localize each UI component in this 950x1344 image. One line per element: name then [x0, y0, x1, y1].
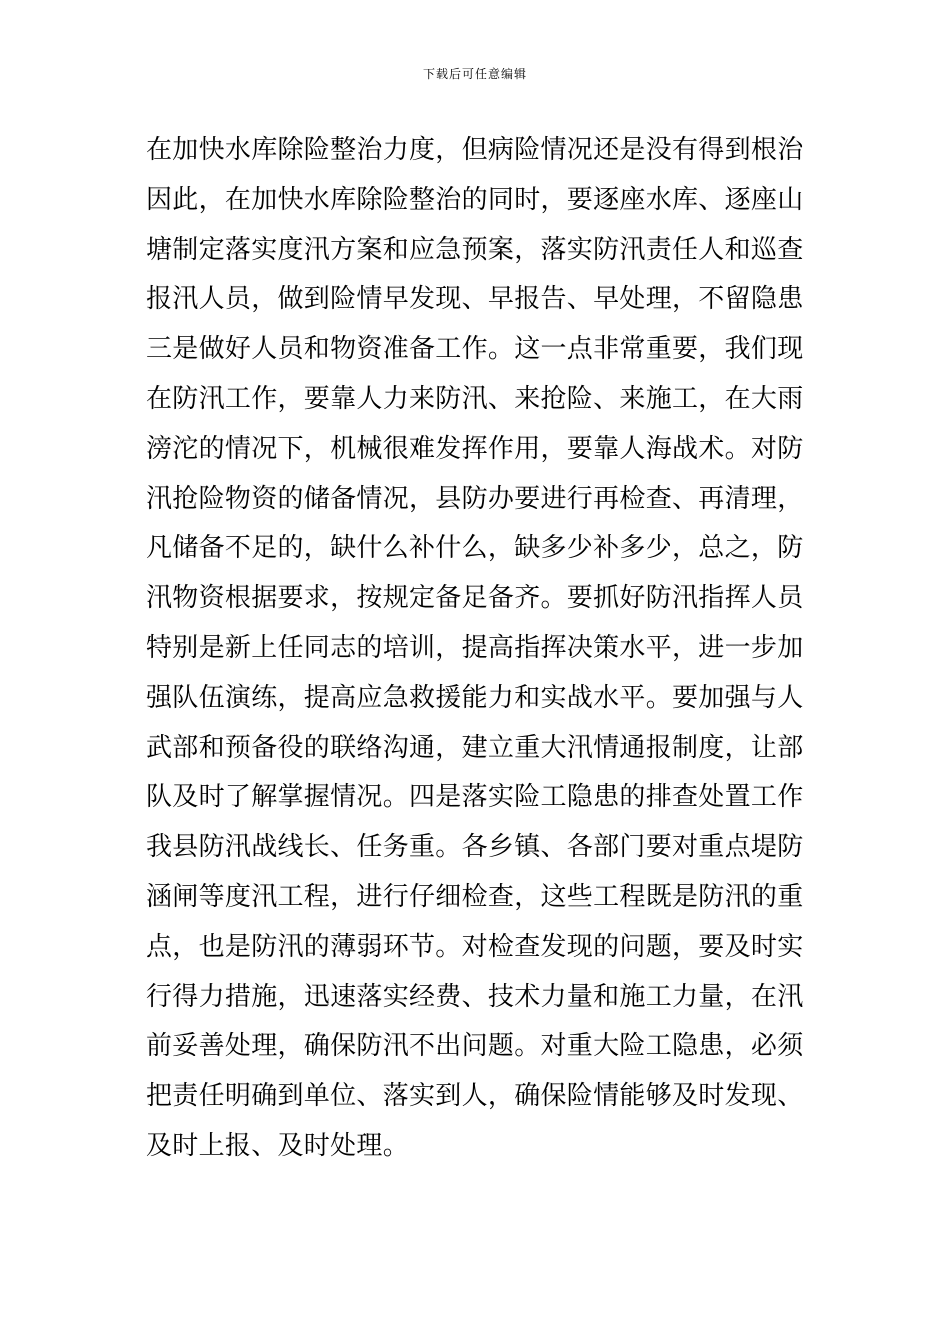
text-line: 在防汛工作，要靠人力来防汛、来抢险、来施工，在大雨	[146, 383, 804, 414]
text-line: 报汛人员，做到险情早发现、早报告、早处理，不留隐患	[146, 284, 804, 315]
text-line: 汛物资根据要求，按规定备足备齐。要抓好防汛指挥人员	[146, 583, 804, 614]
text-line: 塘制定落实度汛方案和应急预案，落实防汛责任人和巡查	[146, 234, 804, 265]
text-line: 凡储备不足的，缺什么补什么，缺多少补多少，总之，防	[146, 533, 804, 564]
text-line: 汛抢险物资的储备情况，县防办要进行再检查、再清理，	[146, 483, 804, 514]
text-line: 队及时了解掌握情况。四是落实险工隐患的排查处置工作	[146, 782, 804, 813]
text-line: 我县防汛战线长、任务重。各乡镇、各部门要对重点堤防	[146, 832, 804, 863]
page-header-note: 下载后可任意编辑	[422, 67, 527, 81]
document-body	[146, 126, 816, 1172]
text-line: 武部和预备役的联络沟通，建立重大汛情通报制度，让部	[146, 732, 804, 763]
text-line: 滂沱的情况下，机械很难发挥作用，要靠人海战术。对防	[146, 433, 804, 464]
text-line: 及时上报、及时处理。	[146, 1130, 410, 1161]
text-line: 三是做好人员和物资准备工作。这一点非常重要，我们现	[146, 334, 804, 365]
text-line: 点，也是防汛的薄弱环节。对检查发现的问题，要及时实	[146, 931, 804, 962]
text-line: 在加快水库除险整治力度，但病险情况还是没有得到根治	[146, 135, 804, 165]
text-line: 特别是新上任同志的培训，提高指挥决策水平，进一步加	[146, 632, 804, 663]
text-line: 前妥善处理，确保防汛不出问题。对重大险工隐患，必须	[146, 1031, 804, 1062]
text-line: 涵闸等度汛工程，进行仔细检查，这些工程既是防汛的重	[146, 881, 804, 912]
text-line: 把责任明确到单位、落实到人，确保险情能够及时发现、	[146, 1081, 804, 1112]
text-line: 因此，在加快水库除险整治的同时，要逐座水库、逐座山	[146, 184, 804, 215]
text-line: 行得力措施，迅速落实经费、技术力量和施工力量，在汛	[146, 981, 804, 1012]
text-line: 强队伍演练，提高应急救援能力和实战水平。要加强与人	[146, 682, 804, 713]
